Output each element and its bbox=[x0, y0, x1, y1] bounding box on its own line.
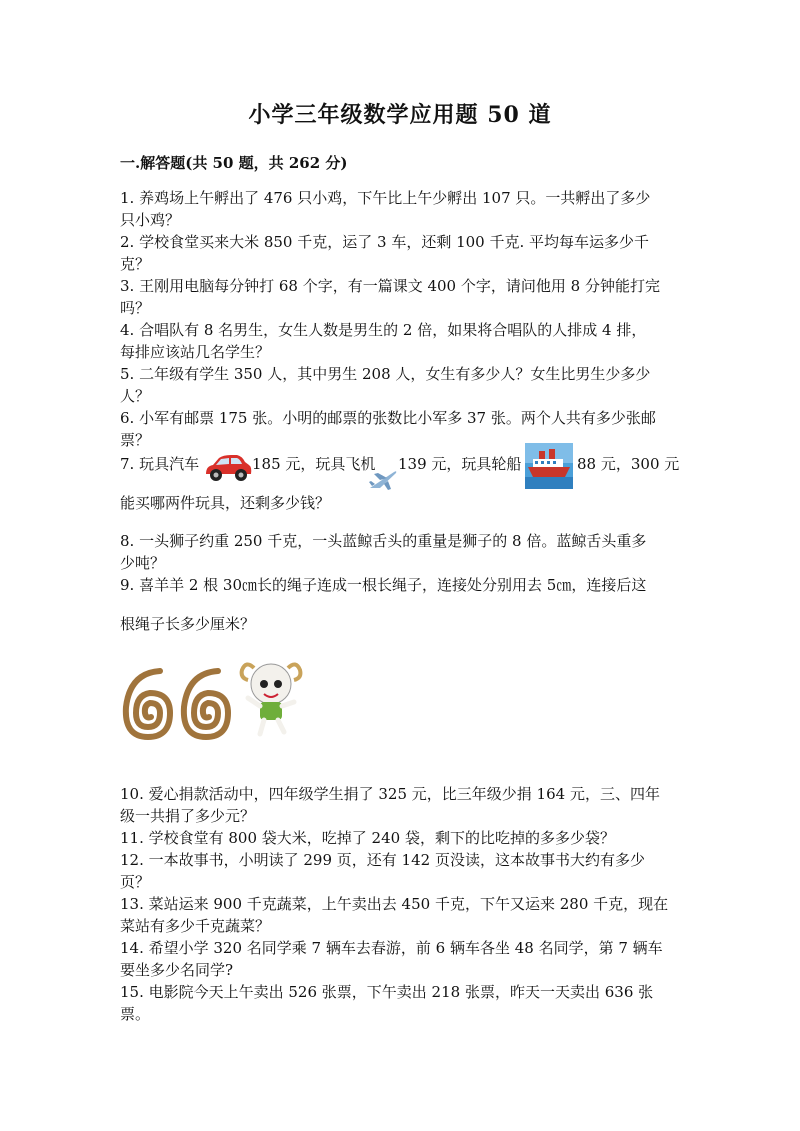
question-15 bbox=[120, 981, 680, 1025]
page-title: 小学三年级数学应用题 50 道 bbox=[248, 102, 552, 128]
question-12 bbox=[120, 849, 680, 893]
question-line: 级一共捐了多少元？ bbox=[120, 807, 256, 825]
question-line: 13. 菜站运来 900 千克蔬菜，上午卖出去 450 千克，下午又运来 280 千克，现在 bbox=[120, 895, 669, 913]
question-text-part: 185 元，玩具飞机 bbox=[252, 455, 376, 473]
question-line: 9. 喜羊羊 2 根 30㎝长的绳子连成一根长绳子，连接处分别用去 5㎝，连接后这 bbox=[120, 576, 647, 594]
question-line: 少吨？ bbox=[120, 554, 166, 572]
section-heading: 一.解答题(共 50 题，共 262 分) bbox=[120, 154, 348, 172]
question-line: 票。 bbox=[120, 1005, 151, 1023]
question-line: 15. 电影院今天上午卖出 526 张票，下午卖出 218 张票，昨天一天卖出 636 张 bbox=[120, 983, 654, 1001]
question-1 bbox=[120, 187, 680, 231]
question-line: 页？ bbox=[120, 873, 151, 891]
question-line: 14. 希望小学 320 名同学乘 7 辆车去春游，前 6 辆车各坐 48 名同学，第 7 辆车 bbox=[120, 939, 663, 957]
question-line: 人？ bbox=[120, 387, 151, 405]
question-4 bbox=[120, 319, 680, 363]
question-5 bbox=[120, 363, 680, 407]
question-line: 能买哪两件玩具，还剩多少钱？ bbox=[120, 494, 331, 512]
question-line: 只小鸡？ bbox=[120, 211, 181, 229]
question-line: 吗？ bbox=[120, 299, 151, 317]
question-line: 每排应该站几名学生？ bbox=[120, 343, 271, 361]
question-line: 要坐多少名同学? bbox=[120, 961, 234, 979]
question-9 bbox=[120, 574, 680, 596]
question-line: 2. 学校食堂买来大米 850 千克，运了 3 车，还剩 100 千克. 平均每车运多少千 bbox=[120, 233, 650, 251]
question-11 bbox=[120, 827, 680, 849]
question-line: 菜站有多少千克蔬菜？ bbox=[120, 917, 271, 935]
question-3 bbox=[120, 275, 680, 319]
toy-ship-icon bbox=[525, 443, 573, 489]
question-line: 克？ bbox=[120, 255, 151, 273]
question-2 bbox=[120, 231, 680, 275]
rope-coil-icon bbox=[120, 667, 176, 741]
question-6 bbox=[120, 407, 680, 451]
question-10 bbox=[120, 783, 680, 827]
question-line: 票？ bbox=[120, 431, 151, 449]
question-text-part: 88 元，300 元 bbox=[577, 455, 680, 473]
question-line: 3. 王刚用电脑每分钟打 68 个字，有一篇课文 400 个字，请问他用 8 分钟能打完 bbox=[120, 277, 660, 295]
question-line: 8. 一头狮子约重 250 千克，一头蓝鲸舌头的重量是狮子的 8 倍。蓝鲸舌头重多 bbox=[120, 532, 647, 550]
toy-car-icon bbox=[203, 452, 253, 484]
toy-plane-icon bbox=[368, 466, 398, 492]
question-line: 6. 小军有邮票 175 张。小明的邮票的张数比小军多 37 张。两个人共有多少张邮 bbox=[120, 409, 656, 427]
rope-coil-icon bbox=[178, 667, 234, 741]
question-line: 11. 学校食堂有 800 袋大米，吃掉了 240 袋，剩下的比吃掉的多多少袋？ bbox=[120, 829, 615, 847]
question-9-line2: 根绳子长多少厘米？ bbox=[120, 615, 256, 633]
question-text-part: 7. 玩具汽车 bbox=[120, 455, 200, 473]
question-line: 10. 爱心捐款活动中，四年级学生捐了 325 元，比三年级少捐 164 元，三、四年 bbox=[120, 785, 660, 803]
question-14 bbox=[120, 937, 680, 981]
question-line: 4. 合唱队有 8 名男生，女生人数是男生的 2 倍，如果将合唱队的人排成 4 排， bbox=[120, 321, 647, 339]
question-line: 5. 二年级有学生 350 人，其中男生 208 人，女生有多少人？女生比男生少多少 bbox=[120, 365, 651, 383]
question-line: 1. 养鸡场上午孵出了 476 只小鸡，下午比上午少孵出 107 只。一共孵出了多少 bbox=[120, 189, 651, 207]
question-13 bbox=[120, 893, 680, 937]
pleasant-goat-icon bbox=[236, 658, 306, 738]
question-text-part: 139 元，玩具轮船 bbox=[398, 455, 522, 473]
question-line: 12. 一本故事书，小明读了 299 页，还有 142 页没读，这本故事书大约有多少 bbox=[120, 851, 645, 869]
question-8 bbox=[120, 530, 680, 574]
